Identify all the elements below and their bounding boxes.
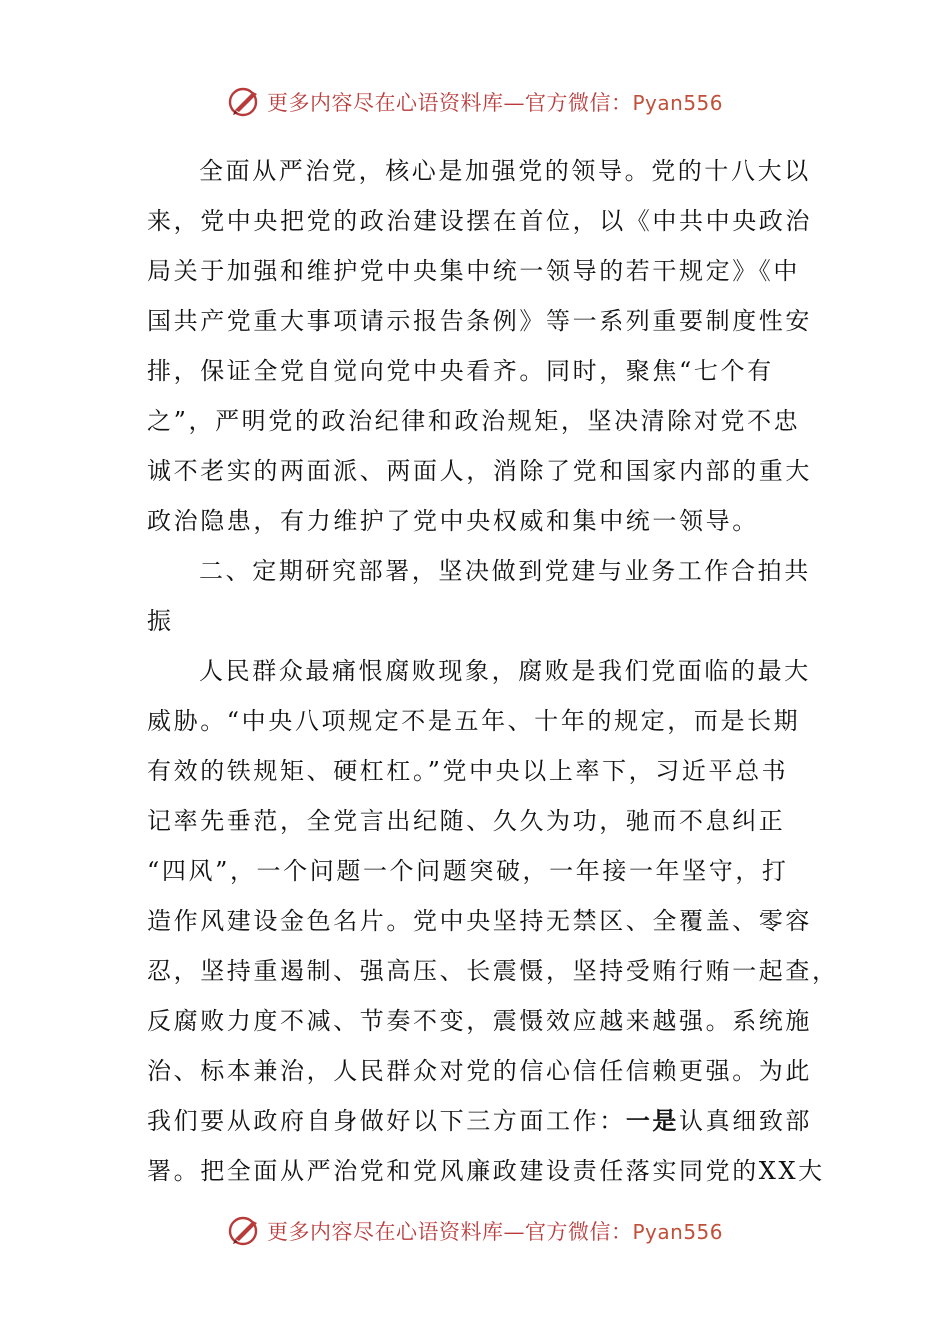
banner-wechat-id: Pyan556	[632, 91, 723, 115]
bold-emphasis: 一是	[625, 1106, 680, 1135]
text-line: 治、标本兼治，人民群众对党的信心信任信赖更强。为此	[147, 1057, 812, 1085]
banner-wechat-id: Pyan556	[632, 1220, 723, 1244]
text-line: 反腐败力度不减、节奏不变，震慑效应越来越强。系统施	[147, 1007, 812, 1035]
text-segment: 认真细致部	[679, 1107, 813, 1135]
footer-banner	[0, 1211, 950, 1251]
header-banner	[0, 82, 950, 122]
text-line	[147, 1096, 813, 1146]
text-line: “四风”，一个问题一个问题突破，一年接一年坚守，打	[147, 857, 789, 885]
text-line: 威胁。“中央八项规定不是五年、十年的规定，而是长期	[147, 707, 801, 735]
text-line: 之”，严明党的政治纪律和政治规矩，坚决清除对党不忠	[147, 407, 801, 435]
text-segment: 我们要从政府自身做好以下三方面工作：	[147, 1107, 626, 1135]
text-line: 忍，坚持重遏制、强高压、长震慑，坚持受贿行贿一起查，	[147, 957, 839, 985]
banner-text	[267, 87, 723, 117]
text-line: 来，党中央把党的政治建设摆在首位，以《中共中央政治	[147, 207, 812, 235]
text-line: 人民群众最痛恨腐败现象，腐败是我们党面临的最大	[199, 657, 811, 685]
text-line: 造作风建设金色名片。党中央坚持无禁区、全覆盖、零容	[147, 907, 812, 935]
text-line: 国共产党重大事项请示报告条例》等一系列重要制度性安	[147, 307, 812, 335]
text-line: 署。把全面从严治党和党风廉政建设责任落实同党的XX大	[147, 1157, 825, 1185]
text-line: 排，保证全党自觉向党中央看齐。同时，聚焦“七个有	[147, 357, 774, 385]
banner-text	[267, 1216, 723, 1246]
text-line: 全面从严治党，核心是加强党的领导。党的十八大以	[199, 157, 811, 185]
document-body	[147, 146, 839, 1196]
pen-logo-icon	[227, 84, 263, 120]
text-line: 记率先垂范，全党言出纪随、久久为功，驰而不息纠正	[147, 807, 786, 835]
banner-title: 更多内容尽在心语资料库—官方微信：	[266, 91, 633, 115]
pen-logo-icon	[227, 1213, 263, 1249]
section-heading-cont: 振	[147, 607, 174, 635]
text-line: 诚不老实的两面派、两面人，消除了党和国家内部的重大	[147, 457, 812, 485]
text-line: 政治隐患，有力维护了党中央权威和集中统一领导。	[147, 507, 759, 535]
text-line: 局关于加强和维护党中央集中统一领导的若干规定》《中	[147, 257, 800, 285]
section-heading: 二、定期研究部署，坚决做到党建与业务工作合拍共	[199, 557, 811, 585]
banner-title: 更多内容尽在心语资料库—官方微信：	[266, 1220, 633, 1244]
text-line: 有效的铁规矩、硬杠杠。”党中央以上率下，习近平总书	[147, 757, 789, 785]
